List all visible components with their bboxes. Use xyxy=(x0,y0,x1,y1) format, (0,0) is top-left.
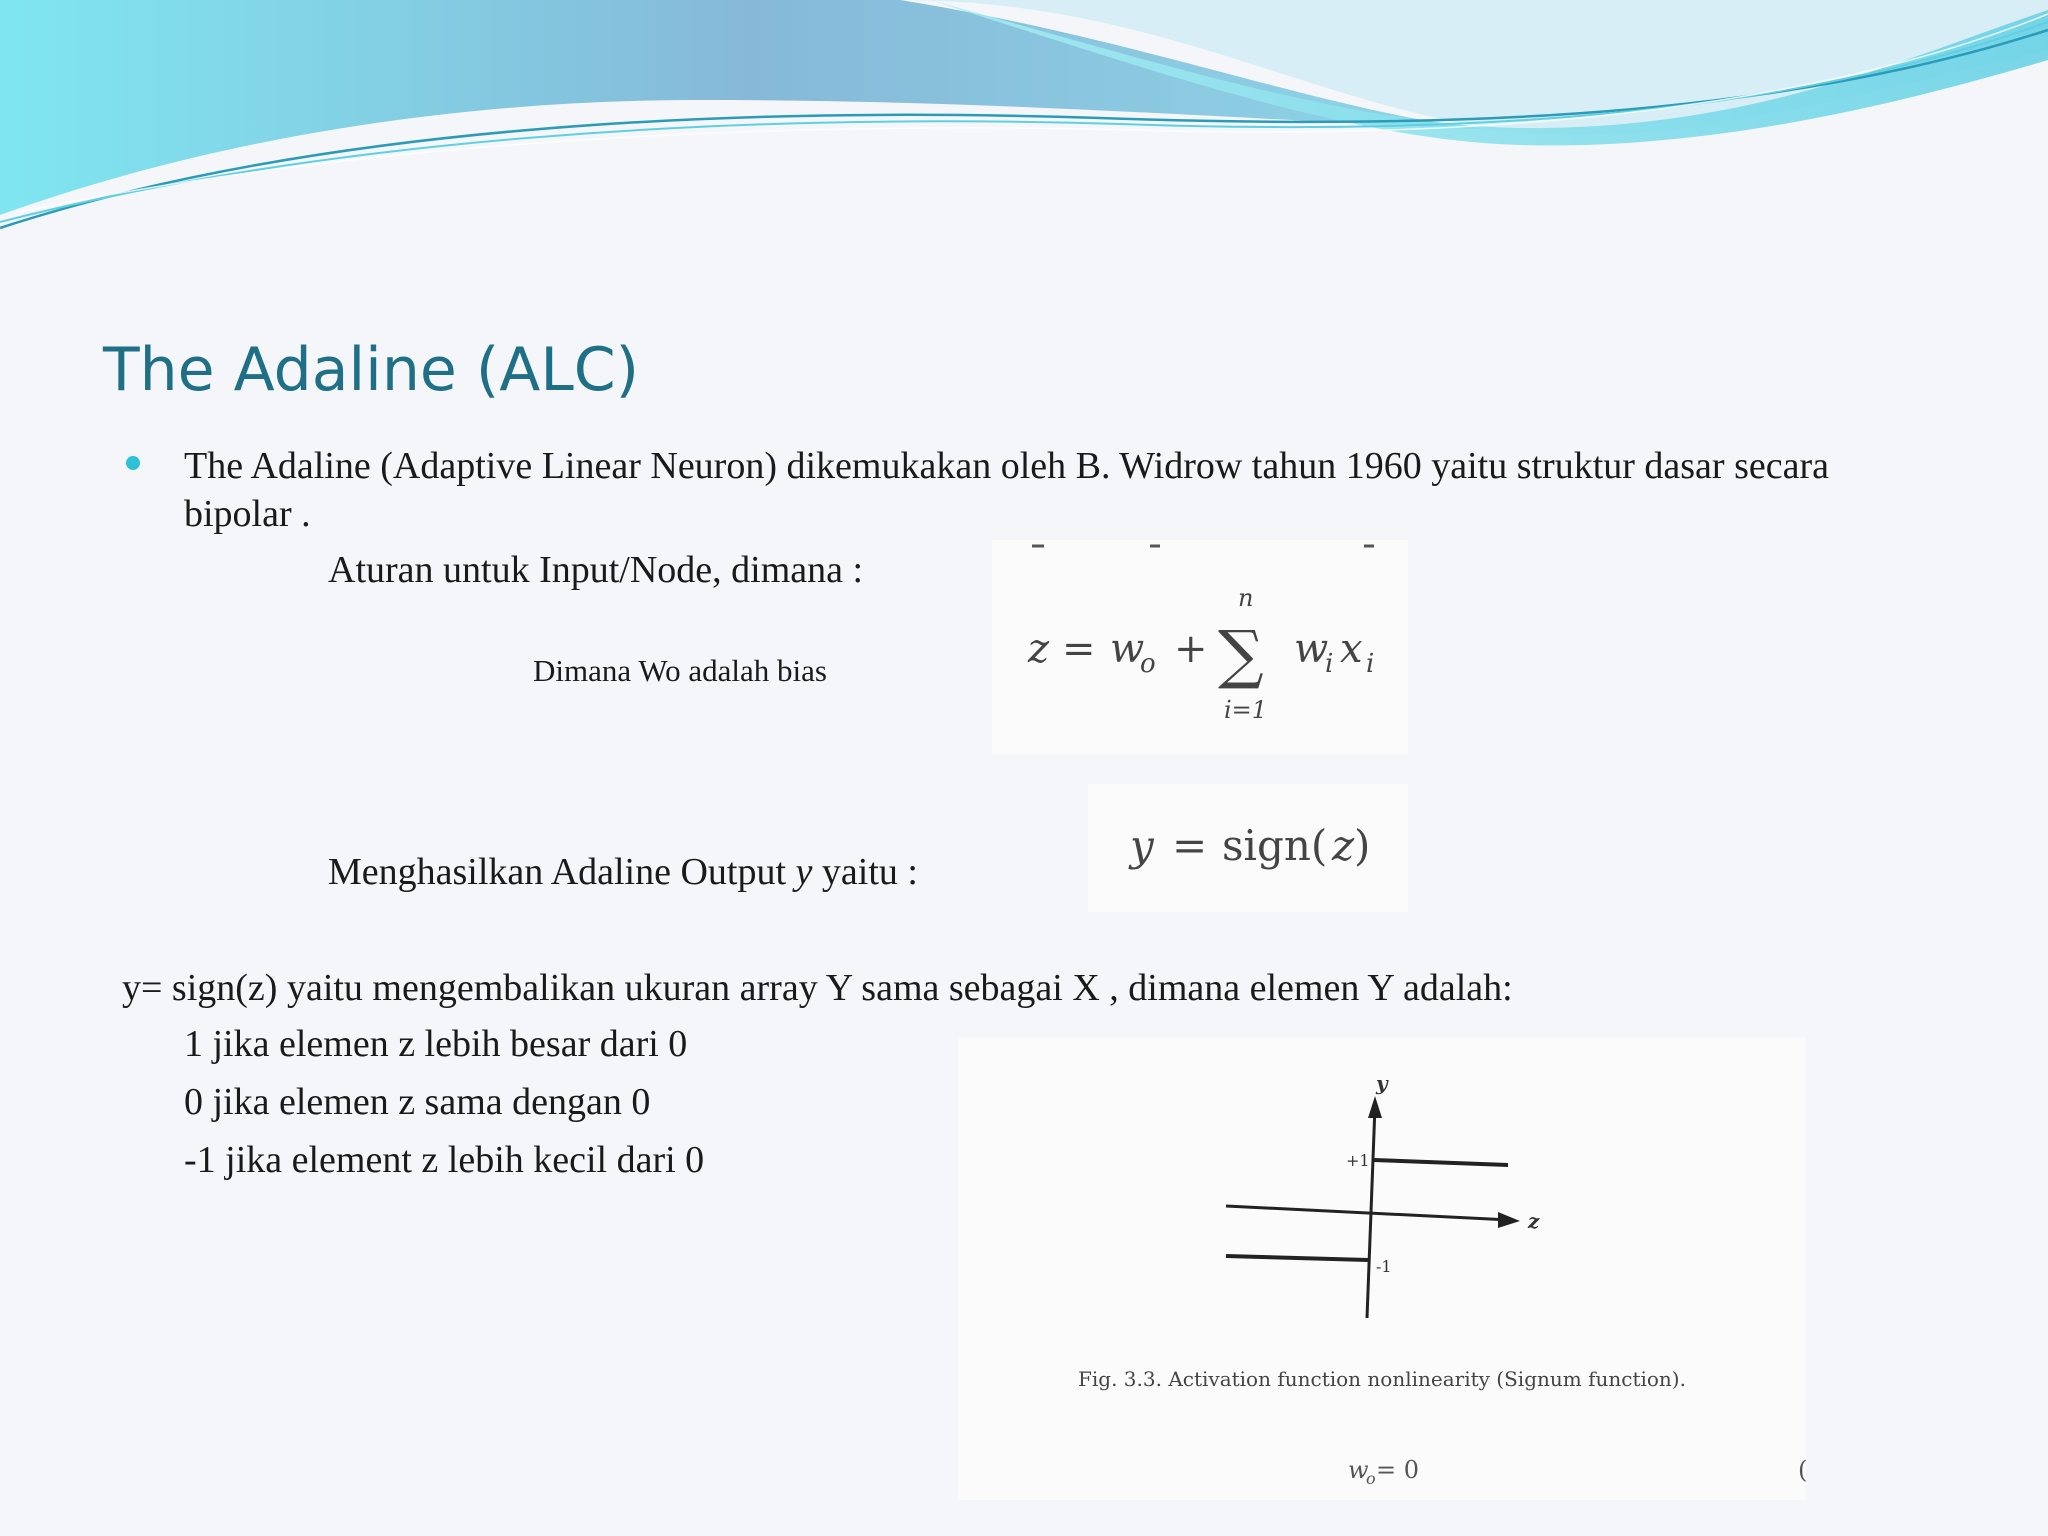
z-axis-label: z xyxy=(1528,1209,1540,1233)
figure-caption: Fig. 3.3. Activation function nonlinearity (Signum function). xyxy=(1078,1367,1686,1391)
eq1-w0: w xyxy=(1110,626,1145,672)
condition-positive: 1 jika elemen z lebih besar dari 0 xyxy=(184,1023,688,1065)
signum-figure xyxy=(958,1038,1806,1500)
eq1-term-w-sub: i xyxy=(1325,649,1334,679)
y-axis-label: y xyxy=(1376,1071,1388,1095)
eq1-w0-sub: o xyxy=(1140,649,1156,679)
bullet-dot-icon xyxy=(126,456,140,470)
y-axis-arrow xyxy=(1368,1096,1382,1118)
eq2-lhs: y xyxy=(1130,821,1154,870)
sign-description: y= sign(z) yaitu mengembalikan ukuran array Y sama sebagai X , dimana elemen Y adalah: xyxy=(122,967,1513,1009)
eq1-plus: + xyxy=(1174,626,1208,672)
z-axis-arrow xyxy=(1498,1212,1520,1228)
eq1-upper-limit: n xyxy=(1238,584,1254,612)
eq2-close: ) xyxy=(1354,821,1371,870)
eq2-equals: = xyxy=(1172,821,1208,870)
plus-one-label: +1 xyxy=(1346,1151,1370,1170)
condition-zero: 0 jika elemen z sama dengan 0 xyxy=(184,1081,651,1123)
slide-title: The Adaline (ALC) xyxy=(103,335,640,405)
eq2-fn: sign( xyxy=(1222,821,1328,870)
eq1-lhs: z xyxy=(1028,626,1050,672)
eq1-term-w: w xyxy=(1294,626,1329,672)
eq1-sum-symbol: ∑ xyxy=(1218,618,1264,692)
eq1-term-x: x xyxy=(1340,626,1363,672)
z-axis xyxy=(1226,1206,1510,1220)
eq2-arg: z xyxy=(1332,821,1355,870)
input-rule-text: Aturan untuk Input/Node, dimana : xyxy=(328,549,864,591)
condition-negative: -1 jika element z lebih kecil dari 0 xyxy=(184,1139,705,1181)
header-wave xyxy=(0,0,2048,240)
bullet-paragraph: The Adaline (Adaptive Linear Neuron) dikemukakan oleh B. Widrow tahun 1960 yaitu struktur dasar secara bipolar . xyxy=(184,445,1829,535)
stray-paren: ( xyxy=(1798,1456,1808,1484)
bias-note: Dimana Wo adalah bias xyxy=(533,653,827,688)
w0-rhs: = 0 xyxy=(1376,1456,1420,1484)
eq1-equals: = xyxy=(1062,626,1096,672)
output-text xyxy=(328,850,918,894)
eq1-term-x-sub: i xyxy=(1366,649,1375,679)
output-prefix: Menghasilkan Adaline Output xyxy=(328,851,796,893)
minus-one-label: -1 xyxy=(1376,1257,1392,1276)
signum-lower-branch xyxy=(1226,1256,1368,1260)
output-suffix: yaitu : xyxy=(812,851,918,893)
w0-sub: o xyxy=(1366,1469,1376,1488)
weighted-sum-equation xyxy=(992,540,1408,754)
signum-upper-branch xyxy=(1374,1160,1508,1165)
w0-lhs: w xyxy=(1348,1456,1369,1484)
eq1-lower-limit: i=1 xyxy=(1224,696,1268,724)
sign-equation xyxy=(1088,784,1408,912)
output-var: y xyxy=(795,851,813,893)
